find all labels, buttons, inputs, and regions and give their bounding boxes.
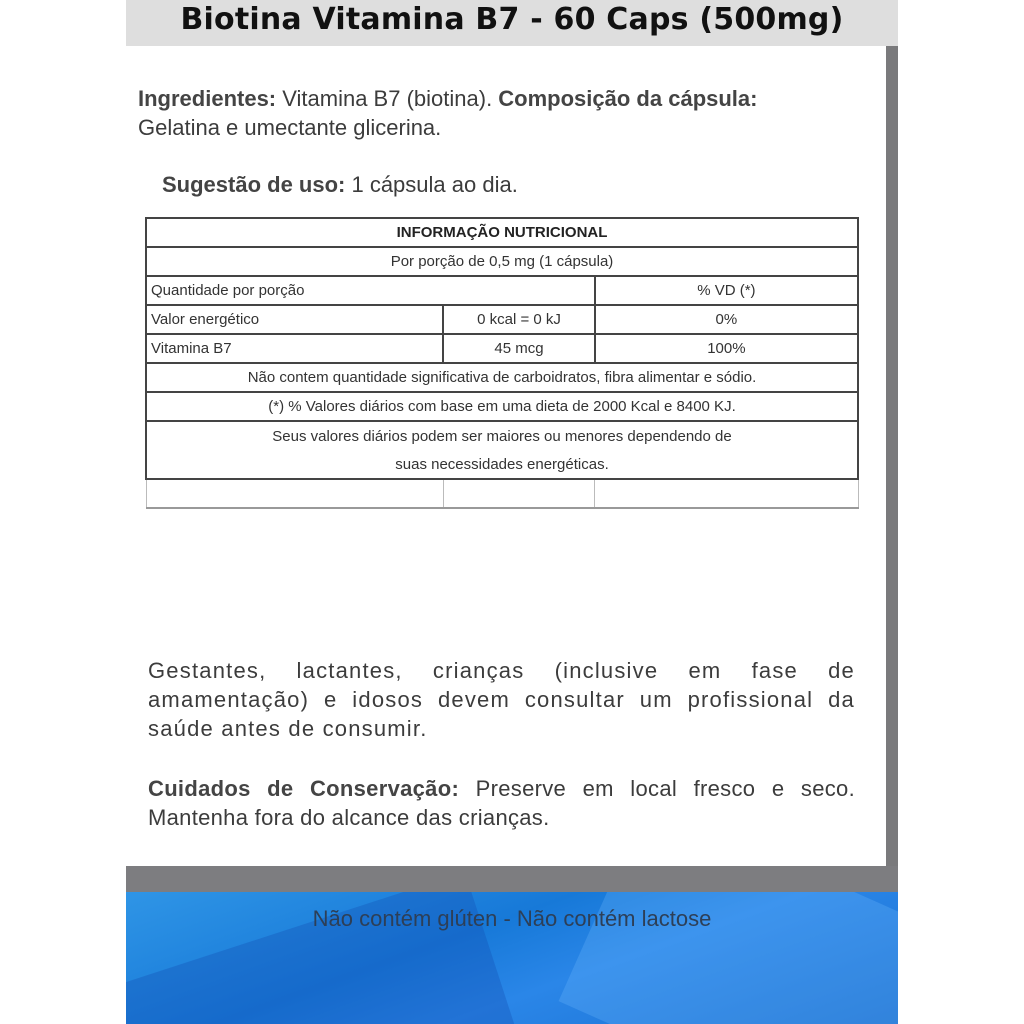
conservation-paragraph bbox=[148, 774, 855, 832]
column-header-vd: % VD (*) bbox=[595, 276, 858, 305]
nutrient-amount: 0 kcal = 0 kJ bbox=[443, 305, 595, 334]
nutrient-vd: 0% bbox=[595, 305, 858, 334]
blank-cell bbox=[443, 479, 595, 508]
capsule-composition-label: Composição da cápsula: bbox=[498, 86, 758, 111]
capsule-composition-text: Gelatina e umectante glicerina. bbox=[138, 115, 442, 140]
table-note: Não contem quantidade significativa de carboidratos, fibra alimentar e sódio. bbox=[146, 363, 858, 392]
blank-cell bbox=[595, 479, 858, 508]
usage-paragraph bbox=[162, 170, 762, 199]
column-header-quantity: Quantidade por porção bbox=[146, 276, 595, 305]
nutrient-amount: 45 mcg bbox=[443, 334, 595, 363]
allergen-notice: Não contém glúten - Não contém lactose bbox=[312, 906, 712, 931]
blank-cell bbox=[146, 479, 443, 508]
conservation-text: Preserve em local fresco e seco. Mantenha fora do alcance das crianças. bbox=[148, 776, 855, 830]
table-row bbox=[146, 305, 858, 334]
table-note: Seus valores diários podem ser maiores ou menores dependendo de bbox=[146, 421, 858, 450]
footer-banner bbox=[126, 892, 898, 1024]
nutrient-name: Vitamina B7 bbox=[146, 334, 443, 363]
nutrition-table bbox=[145, 217, 859, 509]
nutrition-table-header: INFORMAÇÃO NUTRICIONAL bbox=[146, 218, 858, 247]
ingredients-label: Ingredientes: bbox=[138, 86, 277, 111]
nutrient-name: Valor energético bbox=[146, 305, 443, 334]
product-title: Biotina Vitamina B7 - 60 Caps (500mg) bbox=[180, 2, 844, 37]
usage-text: 1 cápsula ao dia. bbox=[345, 172, 518, 197]
usage-label: Sugestão de uso: bbox=[162, 172, 346, 197]
table-note: (*) % Valores diários com base em uma dieta de 2000 Kcal e 8400 KJ. bbox=[146, 392, 858, 421]
right-edge-strip bbox=[886, 46, 898, 892]
table-note: suas necessidades energéticas. bbox=[146, 450, 858, 479]
table-blank-row bbox=[146, 479, 858, 508]
ingredients-text: Vitamina B7 (biotina). bbox=[276, 86, 499, 111]
footer-divider-strip bbox=[126, 866, 898, 892]
table-row bbox=[146, 334, 858, 363]
ingredients-paragraph bbox=[138, 84, 838, 142]
conservation-label: Cuidados de Conservação: bbox=[148, 776, 460, 801]
warning-paragraph: Gestantes, lactantes, crianças (inclusive em fase de amamentação) e idosos devem consultar um profissional da saúde antes de consumir. bbox=[148, 658, 855, 741]
nutrient-vd: 100% bbox=[595, 334, 858, 363]
serving-size: Por porção de 0,5 mg (1 cápsula) bbox=[146, 247, 858, 276]
